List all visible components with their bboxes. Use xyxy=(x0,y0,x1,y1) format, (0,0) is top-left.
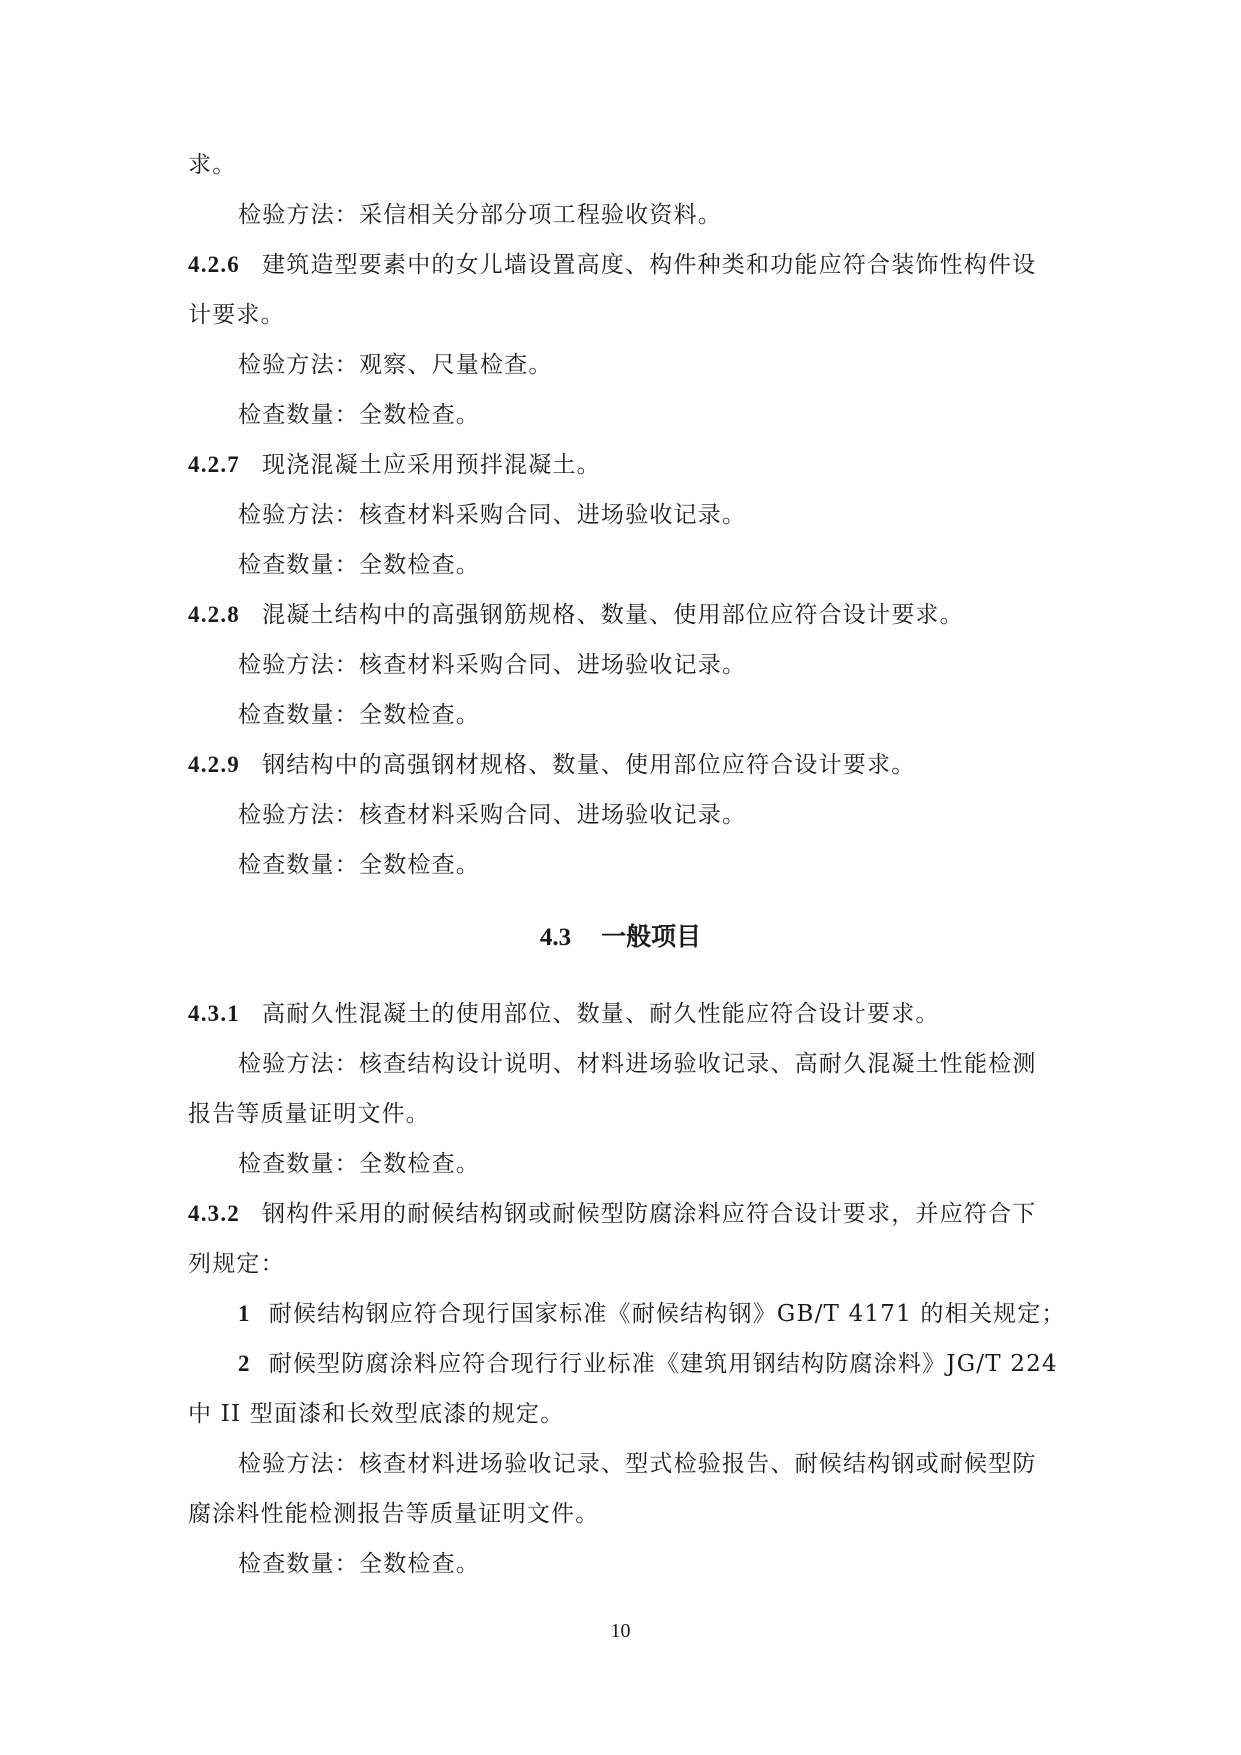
inspection-method: 检验方法：核查结构设计说明、材料进场验收记录、高耐久混凝土性能检测 xyxy=(238,1051,1037,1077)
document-page xyxy=(188,140,1066,1589)
inspection-method: 检验方法：核查材料采购合同、进场验收记录。 xyxy=(238,802,747,828)
sub-item-number: 1 xyxy=(238,1301,251,1326)
sub-item-text: 耐候型防腐涂料应符合现行行业标准《建筑用钢结构防腐涂料》JG/T 224 xyxy=(268,1351,1058,1377)
clause-number: 4.3.1 xyxy=(188,1001,240,1026)
page-number: 10 xyxy=(610,1620,631,1642)
section-number: 4.3 xyxy=(539,924,572,951)
clause-number: 4.2.8 xyxy=(188,602,240,627)
sub-item-text: 耐候结构钢应符合现行国家标准《耐候结构钢》GB/T 4171 的相关规定； xyxy=(268,1301,1066,1327)
clause-text-continued: 计要求。 xyxy=(188,302,285,328)
sub-item-1 xyxy=(188,1289,1066,1339)
clause-4-3-2 xyxy=(188,1189,1053,1239)
clause-text-continued: 列规定： xyxy=(188,1251,285,1277)
inspection-quantity: 检查数量：全数检查。 xyxy=(238,1151,480,1177)
clause-text: 建筑造型要素中的女儿墙设置高度、构件种类和功能应符合装饰性构件设 xyxy=(262,252,1037,278)
clause-4-2-8 xyxy=(188,590,1053,640)
clause-number: 4.2.6 xyxy=(188,252,240,277)
inspection-method-continued: 腐涂料性能检测报告等质量证明文件。 xyxy=(188,1501,600,1527)
inspection-quantity: 检查数量：全数检查。 xyxy=(238,402,480,428)
clause-number: 4.3.2 xyxy=(188,1201,240,1226)
clause-number: 4.2.9 xyxy=(188,752,240,777)
section-title-text: 一般项目 xyxy=(601,922,702,951)
inspection-method: 检验方法：核查材料采购合同、进场验收记录。 xyxy=(238,502,747,528)
clause-text: 钢结构中的高强钢材规格、数量、使用部位应符合设计要求。 xyxy=(262,752,916,778)
clause-4-3-1 xyxy=(188,989,1053,1039)
clause-4-2-6 xyxy=(188,240,1053,290)
inspection-quantity: 检查数量：全数检查。 xyxy=(238,702,480,728)
clause-4-2-9 xyxy=(188,740,1053,790)
clause-text: 现浇混凝土应采用预拌混凝土。 xyxy=(262,452,601,478)
clause-text: 混凝土结构中的高强钢筋规格、数量、使用部位应符合设计要求。 xyxy=(262,602,964,628)
sub-item-text-continued: 中 II 型面漆和长效型底漆的规定。 xyxy=(188,1401,565,1427)
inspection-quantity: 检查数量：全数检查。 xyxy=(238,852,480,878)
inspection-method: 检验方法：核查材料采购合同、进场验收记录。 xyxy=(238,652,747,678)
inspection-method-continued: 报告等质量证明文件。 xyxy=(188,1101,430,1127)
inspection-method: 检验方法：观察、尺量检查。 xyxy=(238,352,553,378)
inspection-method: 检验方法：采信相关分部分项工程验收资料。 xyxy=(238,202,722,228)
inspection-method: 检验方法：核查材料进场验收记录、型式检验报告、耐候结构钢或耐候型防 xyxy=(238,1451,1037,1477)
continuation-text: 求。 xyxy=(188,152,237,178)
clause-number: 4.2.7 xyxy=(188,452,240,477)
inspection-quantity: 检查数量：全数检查。 xyxy=(238,1551,480,1577)
inspection-quantity: 检查数量：全数检查。 xyxy=(238,552,480,578)
sub-item-number: 2 xyxy=(238,1351,251,1376)
section-heading xyxy=(188,912,1053,963)
clause-4-2-7 xyxy=(188,440,1053,490)
clause-text: 钢构件采用的耐候结构钢或耐候型防腐涂料应符合设计要求，并应符合下 xyxy=(262,1201,1037,1227)
clause-text: 高耐久性混凝土的使用部位、数量、耐久性能应符合设计要求。 xyxy=(262,1001,940,1027)
sub-item-2 xyxy=(188,1339,1058,1389)
